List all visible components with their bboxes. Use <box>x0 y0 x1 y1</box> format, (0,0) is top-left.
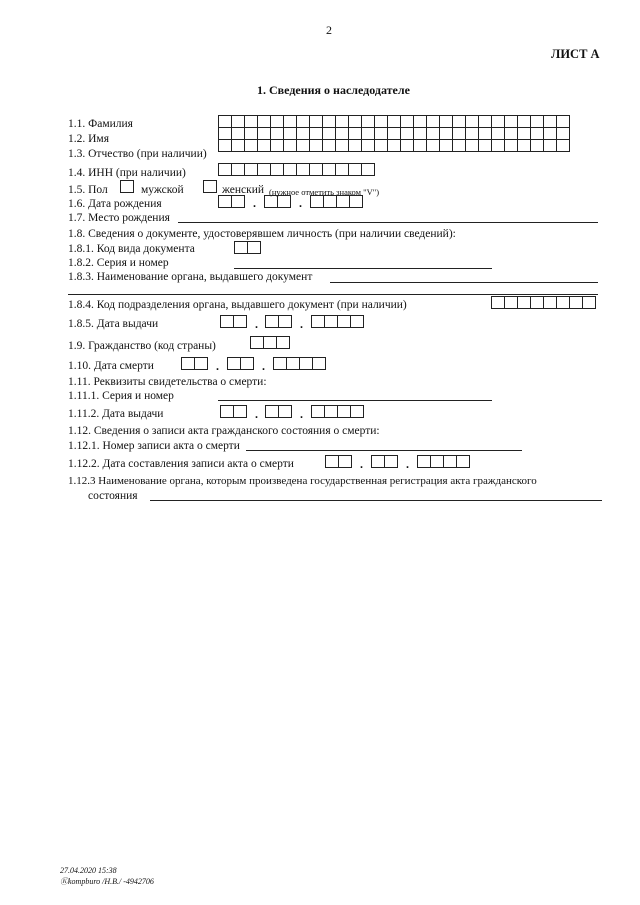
patronymic-cell[interactable] <box>439 139 453 152</box>
input-cell[interactable] <box>257 163 271 176</box>
input-cell[interactable] <box>491 296 505 309</box>
citizenship-label: 1.9. Гражданство (код страны) <box>68 340 216 352</box>
birth-place-line[interactable] <box>178 222 598 223</box>
name-cells-grid[interactable] <box>218 115 570 152</box>
patronymic-cell[interactable] <box>517 139 531 152</box>
input-cell[interactable] <box>286 357 300 370</box>
birth-year-cells[interactable] <box>310 195 363 208</box>
input-cell[interactable] <box>310 195 324 208</box>
input-cell[interactable] <box>231 195 245 208</box>
input-cell[interactable] <box>311 315 325 328</box>
input-cell[interactable] <box>323 195 337 208</box>
input-cell[interactable] <box>250 336 264 349</box>
certificate-series-line[interactable] <box>218 400 492 401</box>
patronymic-cell[interactable] <box>530 139 544 152</box>
birth-place-label: 1.7. Место рождения <box>68 212 170 224</box>
input-cell[interactable] <box>338 455 352 468</box>
input-cell[interactable] <box>349 195 363 208</box>
record-number-line[interactable] <box>246 450 522 451</box>
input-cell[interactable] <box>325 455 339 468</box>
death-date-label: 1.10. Дата смерти <box>68 360 154 372</box>
input-cell[interactable] <box>218 195 232 208</box>
certificate-year-cells[interactable] <box>311 405 364 418</box>
input-cell[interactable] <box>335 163 349 176</box>
sheet-label: ЛИСТ А <box>551 47 600 61</box>
input-cell[interactable] <box>220 315 234 328</box>
input-cell[interactable] <box>227 357 241 370</box>
patronymic-cell[interactable] <box>374 139 388 152</box>
input-cell[interactable] <box>278 315 292 328</box>
record-month-cells[interactable] <box>371 455 398 468</box>
input-cell[interactable] <box>231 163 245 176</box>
sex-label: 1.5. Пол <box>68 184 108 196</box>
input-cell[interactable] <box>181 357 195 370</box>
doc-issuer-label: 1.8.3. Наименование органа, выдавшего документ <box>68 271 313 283</box>
death-year-cells[interactable] <box>273 357 326 370</box>
input-cell[interactable] <box>311 405 325 418</box>
patronymic-cell[interactable] <box>218 139 232 152</box>
input-cell[interactable] <box>220 405 234 418</box>
patronymic-cell[interactable] <box>452 139 466 152</box>
doc-issue-dot-1: . <box>255 317 258 331</box>
patronymic-cell[interactable] <box>296 139 310 152</box>
patronymic-cell[interactable] <box>491 139 505 152</box>
input-cell[interactable] <box>244 163 258 176</box>
record-dot-1: . <box>360 457 363 471</box>
input-cell[interactable] <box>296 163 310 176</box>
input-cell[interactable] <box>194 357 208 370</box>
certificate-day-cells[interactable] <box>220 405 247 418</box>
death-date-dot-2: . <box>262 359 265 373</box>
patronymic-cell[interactable] <box>335 139 349 152</box>
patronymic-label: 1.3. Отчество (при наличии) <box>68 148 207 160</box>
input-cell[interactable] <box>543 296 557 309</box>
input-cell[interactable] <box>312 357 326 370</box>
input-cell[interactable] <box>371 455 385 468</box>
input-cell[interactable] <box>273 357 287 370</box>
citizenship-cells[interactable] <box>250 336 290 349</box>
input-cell[interactable] <box>309 163 323 176</box>
footer-timestamp: 27.04.2020 15:38 <box>60 866 117 875</box>
registry-office-label-1: 1.12.3 Наименование органа, которым произведена государственная регистрация акта гражданского <box>68 475 537 487</box>
input-cell[interactable] <box>504 296 518 309</box>
civil-record-heading: 1.12. Сведения о записи акта гражданского состояния о смерти: <box>68 425 380 437</box>
input-cell[interactable] <box>247 241 261 254</box>
input-cell[interactable] <box>283 163 297 176</box>
dept-code-label: 1.8.4. Код подразделения органа, выдавшего документ (при наличии) <box>68 299 407 311</box>
registry-office-line[interactable] <box>150 500 602 501</box>
page-number: 2 <box>326 23 332 37</box>
input-cell[interactable] <box>265 315 279 328</box>
surname-label: 1.1. Фамилия <box>68 118 133 130</box>
input-cell[interactable] <box>278 405 292 418</box>
patronymic-cell[interactable] <box>348 139 362 152</box>
sex-female-label: женский <box>222 184 265 196</box>
birth-date-dot-2: . <box>299 196 302 210</box>
id-doc-heading: 1.8. Сведения о документе, удостоверявшем личность (при наличии сведений): <box>68 228 456 240</box>
input-cell[interactable] <box>233 315 247 328</box>
doc-issue-year-cells[interactable] <box>311 315 364 328</box>
input-cell[interactable] <box>417 455 431 468</box>
input-cell[interactable] <box>234 241 248 254</box>
certificate-series-label: 1.11.1. Серия и номер <box>68 390 174 402</box>
doc-issuer-line-1[interactable] <box>330 282 598 283</box>
sex-female-checkbox[interactable] <box>203 180 217 193</box>
patronymic-cell[interactable] <box>556 139 570 152</box>
footer-code: Ⓚkompburo /Н.В./ -4942706 <box>60 877 154 886</box>
input-cell[interactable] <box>569 296 583 309</box>
patronymic-cell[interactable] <box>400 139 414 152</box>
certificate-date-label: 1.11.2. Дата выдачи <box>68 408 164 420</box>
patronymic-cell[interactable] <box>504 139 518 152</box>
input-cell[interactable] <box>276 336 290 349</box>
doc-issue-dot-2: . <box>300 317 303 331</box>
birth-date-dot-1: . <box>253 196 256 210</box>
input-cell[interactable] <box>120 180 134 193</box>
input-cell[interactable] <box>270 163 284 176</box>
input-cell[interactable] <box>530 296 544 309</box>
certificate-dot-2: . <box>300 407 303 421</box>
input-cell[interactable] <box>348 163 362 176</box>
input-cell[interactable] <box>350 315 364 328</box>
input-cell[interactable] <box>265 405 279 418</box>
doc-issue-day-cells[interactable] <box>220 315 247 328</box>
record-date-label: 1.12.2. Дата составления записи акта о смерти <box>68 458 294 470</box>
input-cell[interactable] <box>456 455 470 468</box>
birth-month-cells[interactable] <box>264 195 291 208</box>
patronymic-cell[interactable] <box>465 139 479 152</box>
record-number-label: 1.12.1. Номер записи акта о смерти <box>68 440 240 452</box>
patronymic-cell[interactable] <box>283 139 297 152</box>
patronymic-cell[interactable] <box>387 139 401 152</box>
input-cell[interactable] <box>556 296 570 309</box>
death-date-dot-1: . <box>216 359 219 373</box>
input-cell[interactable] <box>299 357 313 370</box>
input-cell[interactable] <box>384 455 398 468</box>
birth-day-cells[interactable] <box>218 195 245 208</box>
death-day-cells[interactable] <box>181 357 208 370</box>
input-cell[interactable] <box>517 296 531 309</box>
patronymic-cell[interactable] <box>309 139 323 152</box>
patronymic-cell[interactable] <box>244 139 258 152</box>
input-cell[interactable] <box>350 405 364 418</box>
death-month-cells[interactable] <box>227 357 254 370</box>
patronymic-cell[interactable] <box>270 139 284 152</box>
patronymic-cells-row[interactable] <box>218 139 570 152</box>
input-cell[interactable] <box>361 163 375 176</box>
dept-code-cells[interactable] <box>491 296 596 309</box>
doc-code-cells[interactable] <box>234 241 261 254</box>
patronymic-cell[interactable] <box>413 139 427 152</box>
birth-date-label: 1.6. Дата рождения <box>68 198 162 210</box>
name-label: 1.2. Имя <box>68 133 109 145</box>
doc-series-label: 1.8.2. Серия и номер <box>68 257 169 269</box>
doc-issue-month-cells[interactable] <box>265 315 292 328</box>
input-cell[interactable] <box>263 336 277 349</box>
input-cell[interactable] <box>582 296 596 309</box>
input-cell[interactable] <box>277 195 291 208</box>
input-cell[interactable] <box>233 405 247 418</box>
input-cell[interactable] <box>218 163 232 176</box>
input-cell[interactable] <box>430 455 444 468</box>
patronymic-cell[interactable] <box>361 139 375 152</box>
patronymic-cell[interactable] <box>257 139 271 152</box>
certificate-dot-1: . <box>255 407 258 421</box>
input-cell[interactable] <box>337 405 351 418</box>
input-cell[interactable] <box>240 357 254 370</box>
section-title: 1. Сведения о наследодателе <box>257 83 410 97</box>
doc-code-label: 1.8.1. Код вида документа <box>68 243 195 255</box>
sex-note: (нужное отметить знаком "V") <box>269 187 380 197</box>
record-year-cells[interactable] <box>417 455 470 468</box>
record-dot-2: . <box>406 457 409 471</box>
doc-issue-date-label: 1.8.5. Дата выдачи <box>68 318 159 330</box>
record-day-cells[interactable] <box>325 455 352 468</box>
patronymic-cell[interactable] <box>478 139 492 152</box>
certificate-month-cells[interactable] <box>265 405 292 418</box>
inn-label: 1.4. ИНН (при наличии) <box>68 167 186 179</box>
sex-male-label: мужской <box>141 184 184 196</box>
input-cell[interactable] <box>264 195 278 208</box>
doc-issuer-line-2[interactable] <box>68 294 598 295</box>
patronymic-cell[interactable] <box>231 139 245 152</box>
input-cell[interactable] <box>443 455 457 468</box>
inn-cells[interactable] <box>218 163 375 176</box>
registry-office-label-2: состояния <box>88 490 138 502</box>
input-cell[interactable] <box>336 195 350 208</box>
patronymic-cell[interactable] <box>543 139 557 152</box>
input-cell[interactable] <box>324 315 338 328</box>
certificate-heading: 1.11. Реквизиты свидетельства о смерти: <box>68 376 267 388</box>
input-cell[interactable] <box>322 163 336 176</box>
sex-male-checkbox[interactable] <box>120 180 134 193</box>
input-cell[interactable] <box>337 315 351 328</box>
doc-series-line[interactable] <box>234 268 492 269</box>
patronymic-cell[interactable] <box>426 139 440 152</box>
patronymic-cell[interactable] <box>322 139 336 152</box>
input-cell[interactable] <box>324 405 338 418</box>
input-cell[interactable] <box>203 180 217 193</box>
